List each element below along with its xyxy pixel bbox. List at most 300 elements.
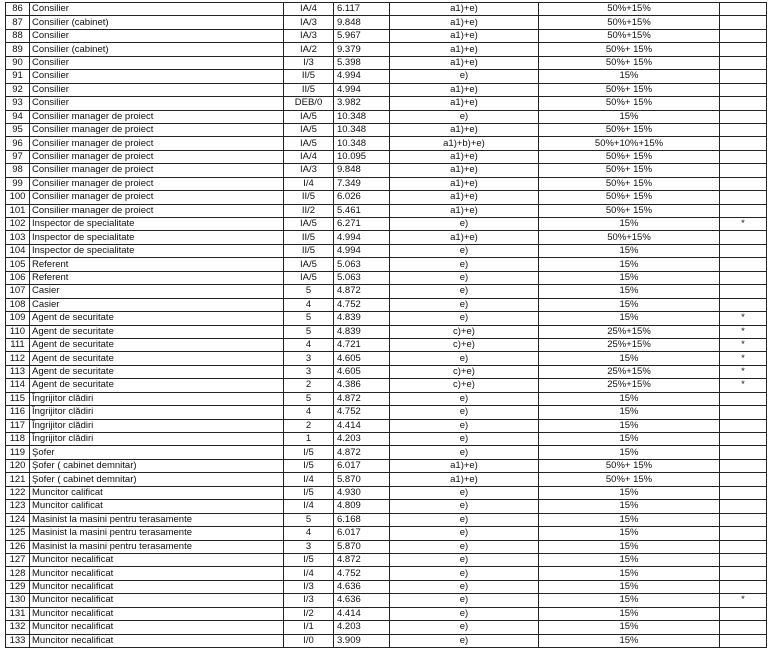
base-salary-cell: 9.848 <box>334 164 390 177</box>
increase-reference-cell: e) <box>390 218 539 231</box>
row-number-cell: 106 <box>6 271 30 284</box>
grade-step-cell: IA/5 <box>284 123 334 136</box>
position-title-cell: Îngrijitor clădiri <box>30 419 284 432</box>
increase-reference-cell: e) <box>390 580 539 593</box>
row-number-cell: 104 <box>6 244 30 257</box>
row-number-cell: 113 <box>6 365 30 378</box>
base-salary-cell: 4.994 <box>334 83 390 96</box>
row-number-cell: 114 <box>6 379 30 392</box>
increase-percentage-cell: 15% <box>539 285 720 298</box>
position-title-cell: Casier <box>30 285 284 298</box>
base-salary-cell: 6.271 <box>334 218 390 231</box>
grade-step-cell: I/3 <box>284 580 334 593</box>
position-title-cell: Inspector de specialitate <box>30 231 284 244</box>
increase-reference-cell: c)+e) <box>390 379 539 392</box>
increase-percentage-cell: 50%+ 15% <box>539 473 720 486</box>
row-number-cell: 100 <box>6 191 30 204</box>
increase-percentage-cell: 15% <box>539 218 720 231</box>
row-number-cell: 99 <box>6 177 30 190</box>
grade-step-cell: 4 <box>284 298 334 311</box>
table-row <box>6 406 767 419</box>
grade-step-cell: 3 <box>284 352 334 365</box>
row-number-cell: 101 <box>6 204 30 217</box>
table-row <box>6 258 767 271</box>
asterisk-mark-cell <box>720 567 767 580</box>
position-title-cell: Agent de securitate <box>30 379 284 392</box>
increase-reference-cell: a1)+e) <box>390 123 539 136</box>
increase-reference-cell: e) <box>390 513 539 526</box>
table-row <box>6 527 767 540</box>
asterisk-mark-cell <box>720 607 767 620</box>
position-title-cell: Şofer ( cabinet demnitar) <box>30 473 284 486</box>
position-title-cell: Referent <box>30 258 284 271</box>
grade-step-cell: I/2 <box>284 607 334 620</box>
row-number-cell: 112 <box>6 352 30 365</box>
table-row <box>6 567 767 580</box>
asterisk-mark-cell <box>720 56 767 69</box>
table-row <box>6 56 767 69</box>
asterisk-mark-cell <box>720 419 767 432</box>
base-salary-cell: 4.872 <box>334 285 390 298</box>
grade-step-cell: 5 <box>284 312 334 325</box>
asterisk-mark-cell <box>720 258 767 271</box>
increase-reference-cell: e) <box>390 433 539 446</box>
position-title-cell: Inspector de specialitate <box>30 244 284 257</box>
table-row <box>6 150 767 163</box>
position-title-cell: Casier <box>30 298 284 311</box>
table-row <box>6 392 767 405</box>
position-title-cell: Şofer <box>30 446 284 459</box>
increase-reference-cell: a1)+e) <box>390 97 539 110</box>
increase-reference-cell: e) <box>390 540 539 553</box>
increase-reference-cell: a1)+e) <box>390 473 539 486</box>
increase-reference-cell: e) <box>390 312 539 325</box>
grade-step-cell: I/3 <box>284 56 334 69</box>
base-salary-cell: 5.870 <box>334 473 390 486</box>
position-title-cell: Muncitor necalificat <box>30 634 284 647</box>
base-salary-cell: 5.398 <box>334 56 390 69</box>
base-salary-cell: 10.095 <box>334 150 390 163</box>
position-title-cell: Consilier <box>30 56 284 69</box>
increase-percentage-cell: 15% <box>539 527 720 540</box>
position-title-cell: Consilier (cabinet) <box>30 43 284 56</box>
base-salary-cell: 4.872 <box>334 553 390 566</box>
increase-percentage-cell: 15% <box>539 486 720 499</box>
grade-step-cell: I/4 <box>284 567 334 580</box>
increase-reference-cell: a1)+e) <box>390 3 539 16</box>
increase-percentage-cell: 50%+ 15% <box>539 191 720 204</box>
row-number-cell: 126 <box>6 540 30 553</box>
base-salary-cell: 4.752 <box>334 406 390 419</box>
increase-percentage-cell: 15% <box>539 500 720 513</box>
grade-step-cell: IA/3 <box>284 16 334 29</box>
table-row <box>6 204 767 217</box>
table-row <box>6 607 767 620</box>
base-salary-cell: 10.348 <box>334 110 390 123</box>
increase-reference-cell: c)+e) <box>390 338 539 351</box>
position-title-cell: Masinist la masini pentru terasamente <box>30 540 284 553</box>
position-title-cell: Agent de securitate <box>30 352 284 365</box>
table-row <box>6 352 767 365</box>
increase-percentage-cell: 15% <box>539 567 720 580</box>
asterisk-mark-cell <box>720 3 767 16</box>
asterisk-mark-cell <box>720 83 767 96</box>
table-row <box>6 459 767 472</box>
table-row <box>6 29 767 42</box>
asterisk-mark-cell <box>720 486 767 499</box>
asterisk-mark-cell <box>720 392 767 405</box>
increase-percentage-cell: 50%+15% <box>539 231 720 244</box>
increase-percentage-cell: 15% <box>539 621 720 634</box>
asterisk-mark-cell <box>720 204 767 217</box>
base-salary-cell: 4.203 <box>334 433 390 446</box>
increase-percentage-cell: 50%+ 15% <box>539 56 720 69</box>
row-number-cell: 90 <box>6 56 30 69</box>
base-salary-cell: 10.348 <box>334 123 390 136</box>
base-salary-cell: 6.026 <box>334 191 390 204</box>
row-number-cell: 130 <box>6 594 30 607</box>
asterisk-mark-cell <box>720 271 767 284</box>
increase-reference-cell: e) <box>390 406 539 419</box>
increase-reference-cell: a1)+b)+e) <box>390 137 539 150</box>
base-salary-cell: 6.017 <box>334 459 390 472</box>
base-salary-cell: 4.994 <box>334 231 390 244</box>
asterisk-mark-cell <box>720 298 767 311</box>
table-row <box>6 325 767 338</box>
increase-percentage-cell: 15% <box>539 553 720 566</box>
row-number-cell: 117 <box>6 419 30 432</box>
base-salary-cell: 4.809 <box>334 500 390 513</box>
asterisk-mark-cell <box>720 459 767 472</box>
base-salary-cell: 5.063 <box>334 271 390 284</box>
grade-step-cell: IA/5 <box>284 271 334 284</box>
asterisk-mark-cell <box>720 123 767 136</box>
table-row <box>6 580 767 593</box>
row-number-cell: 131 <box>6 607 30 620</box>
increase-reference-cell: e) <box>390 634 539 647</box>
base-salary-cell: 4.839 <box>334 325 390 338</box>
grade-step-cell: II/2 <box>284 204 334 217</box>
increase-percentage-cell: 15% <box>539 607 720 620</box>
row-number-cell: 95 <box>6 123 30 136</box>
grade-step-cell: 2 <box>284 419 334 432</box>
position-title-cell: Îngrijitor clădiri <box>30 406 284 419</box>
table-row <box>6 164 767 177</box>
base-salary-cell: 4.386 <box>334 379 390 392</box>
asterisk-mark-cell <box>720 16 767 29</box>
row-number-cell: 133 <box>6 634 30 647</box>
base-salary-cell: 4.636 <box>334 580 390 593</box>
position-title-cell: Muncitor necalificat <box>30 567 284 580</box>
asterisk-mark-cell: * <box>720 218 767 231</box>
table-row <box>6 83 767 96</box>
position-title-cell: Consilier (cabinet) <box>30 16 284 29</box>
increase-reference-cell: e) <box>390 621 539 634</box>
table-row <box>6 271 767 284</box>
asterisk-mark-cell <box>720 43 767 56</box>
grade-step-cell: 5 <box>284 285 334 298</box>
increase-reference-cell: a1)+e) <box>390 29 539 42</box>
row-number-cell: 96 <box>6 137 30 150</box>
table-row <box>6 123 767 136</box>
increase-percentage-cell: 15% <box>539 594 720 607</box>
increase-percentage-cell: 15% <box>539 406 720 419</box>
grade-step-cell: IA/5 <box>284 258 334 271</box>
increase-reference-cell: e) <box>390 244 539 257</box>
asterisk-mark-cell <box>720 285 767 298</box>
row-number-cell: 111 <box>6 338 30 351</box>
row-number-cell: 132 <box>6 621 30 634</box>
increase-percentage-cell: 15% <box>539 634 720 647</box>
position-title-cell: Consilier manager de proiect <box>30 191 284 204</box>
asterisk-mark-cell <box>720 191 767 204</box>
increase-reference-cell: e) <box>390 500 539 513</box>
salary-table <box>5 2 767 648</box>
asterisk-mark-cell <box>720 634 767 647</box>
increase-percentage-cell: 15% <box>539 258 720 271</box>
increase-percentage-cell: 25%+15% <box>539 338 720 351</box>
table-row <box>6 338 767 351</box>
increase-percentage-cell: 15% <box>539 244 720 257</box>
increase-percentage-cell: 15% <box>539 540 720 553</box>
grade-step-cell: IA/3 <box>284 29 334 42</box>
position-title-cell: Şofer ( cabinet demnitar) <box>30 459 284 472</box>
table-row <box>6 177 767 190</box>
base-salary-cell: 6.168 <box>334 513 390 526</box>
increase-reference-cell: a1)+e) <box>390 459 539 472</box>
increase-percentage-cell: 50%+ 15% <box>539 204 720 217</box>
increase-reference-cell: c)+e) <box>390 365 539 378</box>
asterisk-mark-cell <box>720 231 767 244</box>
increase-percentage-cell: 50%+ 15% <box>539 43 720 56</box>
row-number-cell: 87 <box>6 16 30 29</box>
grade-step-cell: II/5 <box>284 191 334 204</box>
increase-reference-cell: a1)+e) <box>390 150 539 163</box>
increase-percentage-cell: 25%+15% <box>539 379 720 392</box>
position-title-cell: Muncitor necalificat <box>30 607 284 620</box>
increase-percentage-cell: 15% <box>539 271 720 284</box>
asterisk-mark-cell: * <box>720 379 767 392</box>
table-row <box>6 553 767 566</box>
increase-percentage-cell: 15% <box>539 312 720 325</box>
position-title-cell: Consilier manager de proiect <box>30 177 284 190</box>
asterisk-mark-cell <box>720 433 767 446</box>
asterisk-mark-cell <box>720 150 767 163</box>
row-number-cell: 128 <box>6 567 30 580</box>
grade-step-cell: IA/2 <box>284 43 334 56</box>
asterisk-mark-cell <box>720 580 767 593</box>
grade-step-cell: 3 <box>284 365 334 378</box>
position-title-cell: Muncitor necalificat <box>30 553 284 566</box>
increase-reference-cell: e) <box>390 352 539 365</box>
table-row <box>6 500 767 513</box>
position-title-cell: Masinist la masini pentru terasamente <box>30 513 284 526</box>
row-number-cell: 115 <box>6 392 30 405</box>
position-title-cell: Agent de securitate <box>30 325 284 338</box>
increase-percentage-cell: 50%+ 15% <box>539 150 720 163</box>
position-title-cell: Muncitor calificat <box>30 486 284 499</box>
increase-percentage-cell: 15% <box>539 392 720 405</box>
increase-percentage-cell: 50%+ 15% <box>539 459 720 472</box>
base-salary-cell: 9.379 <box>334 43 390 56</box>
grade-step-cell: I/3 <box>284 594 334 607</box>
position-title-cell: Muncitor calificat <box>30 500 284 513</box>
row-number-cell: 105 <box>6 258 30 271</box>
increase-percentage-cell: 15% <box>539 298 720 311</box>
grade-step-cell: I/0 <box>284 634 334 647</box>
asterisk-mark-cell <box>720 70 767 83</box>
increase-reference-cell: e) <box>390 258 539 271</box>
grade-step-cell: IA/4 <box>284 3 334 16</box>
position-title-cell: Consilier <box>30 70 284 83</box>
asterisk-mark-cell: * <box>720 352 767 365</box>
table-row <box>6 97 767 110</box>
grade-step-cell: 5 <box>284 513 334 526</box>
table-row <box>6 419 767 432</box>
base-salary-cell: 4.994 <box>334 70 390 83</box>
position-title-cell: Consilier <box>30 29 284 42</box>
position-title-cell: Inspector de specialitate <box>30 218 284 231</box>
grade-step-cell: 2 <box>284 379 334 392</box>
row-number-cell: 127 <box>6 553 30 566</box>
table-row <box>6 540 767 553</box>
table-row <box>6 446 767 459</box>
grade-step-cell: IA/3 <box>284 164 334 177</box>
row-number-cell: 97 <box>6 150 30 163</box>
position-title-cell: Consilier <box>30 97 284 110</box>
table-row <box>6 365 767 378</box>
increase-reference-cell: e) <box>390 419 539 432</box>
increase-reference-cell: e) <box>390 285 539 298</box>
increase-percentage-cell: 15% <box>539 513 720 526</box>
row-number-cell: 98 <box>6 164 30 177</box>
increase-reference-cell: a1)+e) <box>390 43 539 56</box>
increase-percentage-cell: 50%+ 15% <box>539 97 720 110</box>
table-row <box>6 621 767 634</box>
base-salary-cell: 9.848 <box>334 16 390 29</box>
base-salary-cell: 5.063 <box>334 258 390 271</box>
base-salary-cell: 4.872 <box>334 392 390 405</box>
position-title-cell: Consilier manager de proiect <box>30 110 284 123</box>
increase-reference-cell: e) <box>390 527 539 540</box>
grade-step-cell: IA/5 <box>284 110 334 123</box>
position-title-cell: Consilier <box>30 83 284 96</box>
row-number-cell: 116 <box>6 406 30 419</box>
table-row <box>6 110 767 123</box>
position-title-cell: Agent de securitate <box>30 338 284 351</box>
base-salary-cell: 4.605 <box>334 365 390 378</box>
table-row <box>6 285 767 298</box>
table-body <box>6 3 767 648</box>
increase-percentage-cell: 15% <box>539 419 720 432</box>
base-salary-cell: 4.839 <box>334 312 390 325</box>
increase-reference-cell: c)+e) <box>390 325 539 338</box>
row-number-cell: 94 <box>6 110 30 123</box>
row-number-cell: 110 <box>6 325 30 338</box>
asterisk-mark-cell <box>720 406 767 419</box>
position-title-cell: Muncitor necalificat <box>30 580 284 593</box>
increase-reference-cell: e) <box>390 594 539 607</box>
asterisk-mark-cell <box>720 29 767 42</box>
grade-step-cell: 4 <box>284 527 334 540</box>
asterisk-mark-cell <box>720 500 767 513</box>
grade-step-cell: II/5 <box>284 83 334 96</box>
table-row <box>6 231 767 244</box>
position-title-cell: Îngrijitor clădiri <box>30 392 284 405</box>
position-title-cell: Masinist la masini pentru terasamente <box>30 527 284 540</box>
asterisk-mark-cell <box>720 527 767 540</box>
row-number-cell: 118 <box>6 433 30 446</box>
base-salary-cell: 4.994 <box>334 244 390 257</box>
row-number-cell: 108 <box>6 298 30 311</box>
grade-step-cell: I/5 <box>284 446 334 459</box>
position-title-cell: Îngrijitor clădiri <box>30 433 284 446</box>
base-salary-cell: 6.017 <box>334 527 390 540</box>
position-title-cell: Consilier manager de proiect <box>30 164 284 177</box>
increase-reference-cell: a1)+e) <box>390 231 539 244</box>
base-salary-cell: 5.461 <box>334 204 390 217</box>
row-number-cell: 121 <box>6 473 30 486</box>
base-salary-cell: 4.636 <box>334 594 390 607</box>
increase-percentage-cell: 25%+15% <box>539 365 720 378</box>
increase-reference-cell: e) <box>390 392 539 405</box>
table-row <box>6 3 767 16</box>
increase-reference-cell: e) <box>390 567 539 580</box>
base-salary-cell: 3.909 <box>334 634 390 647</box>
asterisk-mark-cell <box>720 553 767 566</box>
base-salary-cell: 4.203 <box>334 621 390 634</box>
base-salary-cell: 7.349 <box>334 177 390 190</box>
increase-reference-cell: e) <box>390 110 539 123</box>
increase-reference-cell: a1)+e) <box>390 56 539 69</box>
increase-reference-cell: a1)+e) <box>390 177 539 190</box>
increase-reference-cell: e) <box>390 446 539 459</box>
table-row <box>6 433 767 446</box>
grade-step-cell: 4 <box>284 338 334 351</box>
asterisk-mark-cell <box>720 473 767 486</box>
row-number-cell: 123 <box>6 500 30 513</box>
table-row <box>6 634 767 647</box>
asterisk-mark-cell <box>720 513 767 526</box>
increase-reference-cell: a1)+e) <box>390 204 539 217</box>
row-number-cell: 125 <box>6 527 30 540</box>
position-title-cell: Agent de securitate <box>30 365 284 378</box>
table-row <box>6 298 767 311</box>
grade-step-cell: I/1 <box>284 621 334 634</box>
grade-step-cell: IA/5 <box>284 137 334 150</box>
increase-percentage-cell: 15% <box>539 352 720 365</box>
row-number-cell: 124 <box>6 513 30 526</box>
grade-step-cell: I/4 <box>284 473 334 486</box>
row-number-cell: 122 <box>6 486 30 499</box>
grade-step-cell: II/5 <box>284 231 334 244</box>
table-row <box>6 137 767 150</box>
asterisk-mark-cell <box>720 110 767 123</box>
base-salary-cell: 3.982 <box>334 97 390 110</box>
table-row <box>6 486 767 499</box>
row-number-cell: 102 <box>6 218 30 231</box>
grade-step-cell: IA/4 <box>284 150 334 163</box>
asterisk-mark-cell: * <box>720 312 767 325</box>
base-salary-cell: 4.752 <box>334 298 390 311</box>
asterisk-mark-cell <box>720 97 767 110</box>
increase-reference-cell: e) <box>390 553 539 566</box>
table-row <box>6 43 767 56</box>
base-salary-cell: 4.752 <box>334 567 390 580</box>
increase-percentage-cell: 15% <box>539 110 720 123</box>
grade-step-cell: DEB/0 <box>284 97 334 110</box>
row-number-cell: 120 <box>6 459 30 472</box>
